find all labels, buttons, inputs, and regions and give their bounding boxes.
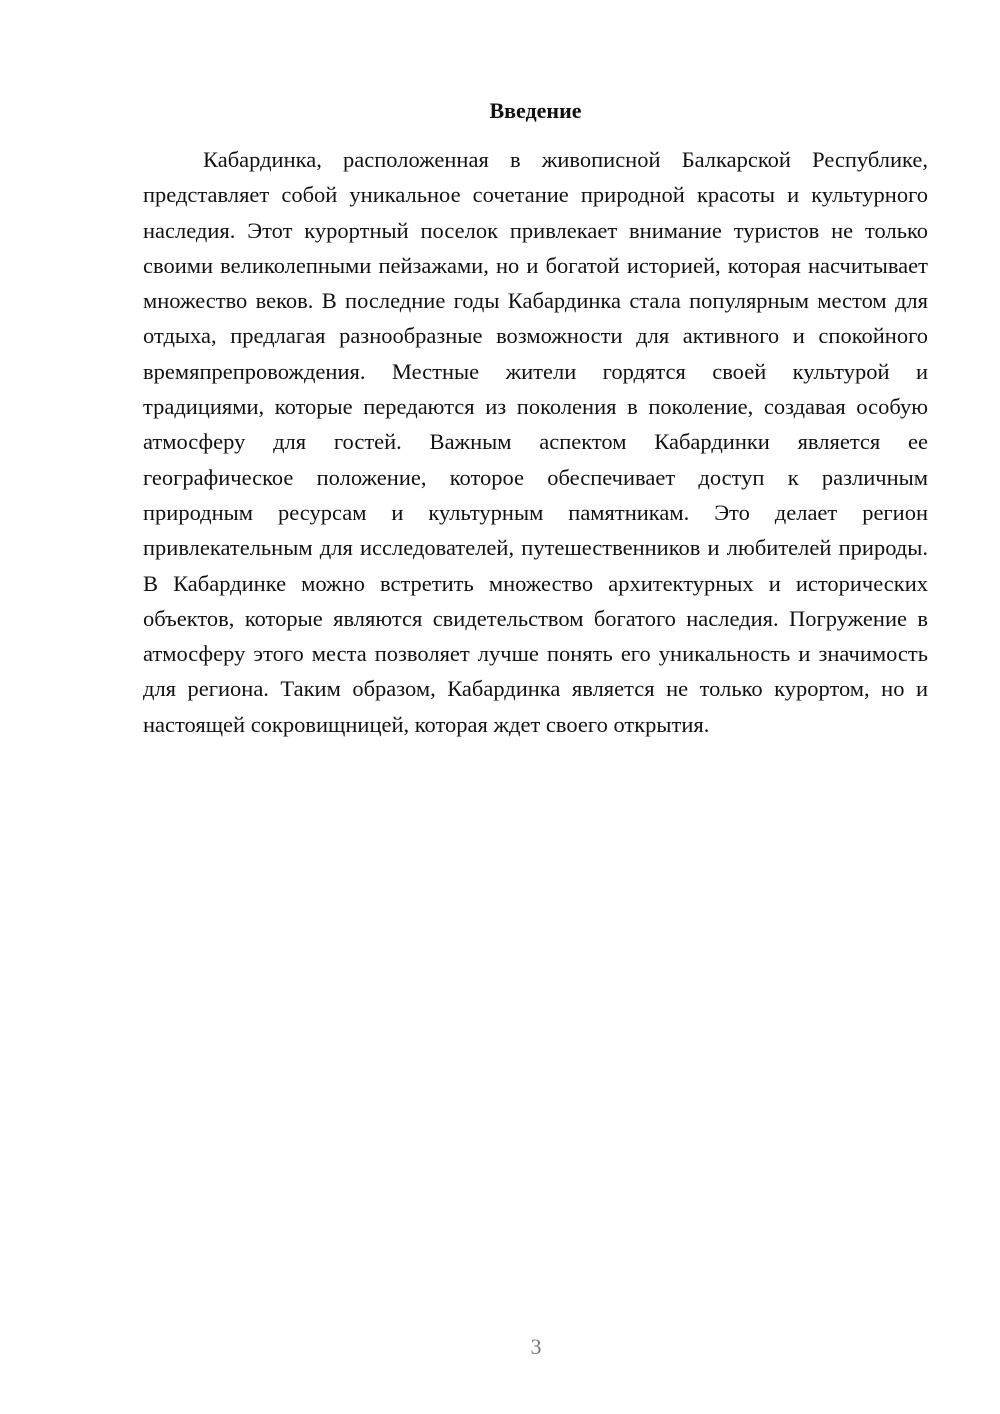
section-heading: Введение: [489, 98, 582, 123]
introduction-paragraph: Кабардинка, расположенная в живописной Балкарской Республике, представляет собой уникальное сочетание природной красоты и культурного наследия. Этот курортный поселок привлекает внимание туристов не только своими великолепными пейзажами, но и богатой историей, которая насчитывает множество веков. В последние годы Кабардинка стала популярным местом для отдыха, предлагая разнообразные возможности для активного и спокойного времяпрепровождения. Местные жители гордятся своей культурой и традициями, которые передаются из поколения в поколение, создавая особую атмосферу для гостей. Важным аспектом Кабардинки является ее географическое положение, которое обеспечивает доступ к различным природным ресурсам и культурным памятникам. Это делает регион привлекательным для исследователей, путешественников и любителей природы. В Кабардинке можно встретить множество архитектурных и исторических объектов, которые являются свидетельством богатого наследия. Погружение в атмосферу этого места позволяет лучше понять его уникальность и значимость для региона. Таким образом, Кабардинка является не только курортом, но и настоящей сокровищницей, которая ждет своего открытия.: [143, 147, 928, 737]
page-number: 3: [530, 1334, 542, 1359]
